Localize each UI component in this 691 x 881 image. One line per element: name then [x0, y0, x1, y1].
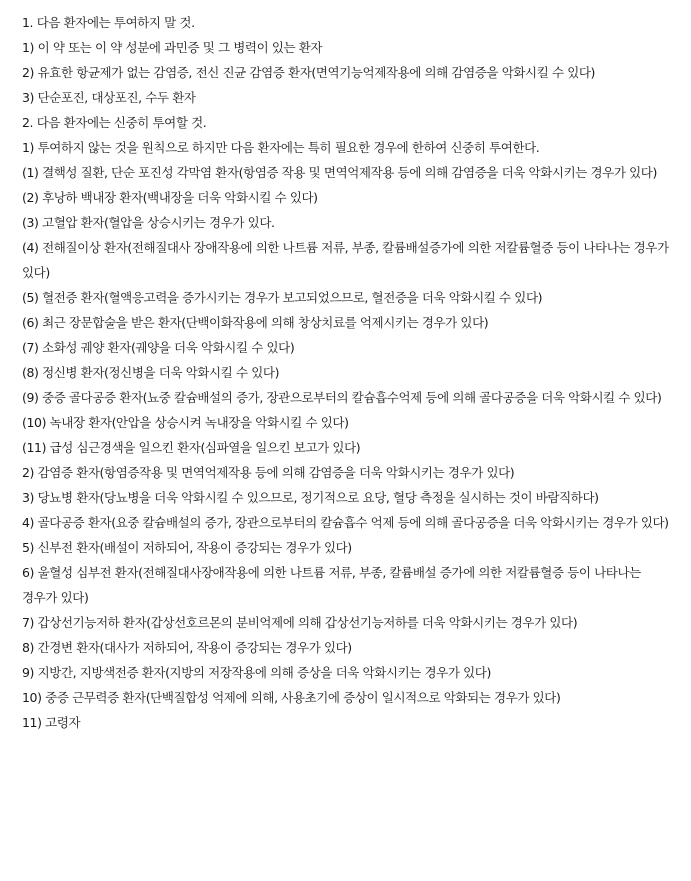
sub-list-item: (3) 고혈압 환자(혈압을 상승시키는 경우가 있다. — [22, 215, 275, 230]
list-item: 6) 울혈성 심부전 환자(전해질대사장애작용에 의한 나트륨 저류, 부종, 칼륨배설 증가에 의한 저칼륨혈증 등이 나타나는 경우가 있다) — [22, 565, 641, 605]
list-item: 3) 당뇨병 환자(당뇨병을 더욱 악화시킬 수 있으므로, 정기적으로 요당, 혈당 측정을 실시하는 것이 바람직하다) — [22, 490, 599, 505]
list-item: 2) 감염증 환자(항염증작용 및 면역억제작용 등에 의해 감염증을 더욱 악화시키는 경우가 있다) — [22, 465, 515, 480]
sub-list-item: (1) 결핵성 질환, 단순 포진성 각막염 환자(항염증 작용 및 면역억제작용 등에 의해 감염증을 더욱 악화시키는 경우가 있다) — [22, 165, 657, 180]
sub-list-item: (6) 최근 장문합술을 받은 환자(단백이화작용에 의해 창상치료를 억제시키는 경우가 있다) — [22, 315, 489, 330]
list-item: 1) 투여하지 않는 것을 원칙으로 하지만 다음 환자에는 특히 필요한 경우에 한하여 신중히 투여한다. — [22, 140, 540, 155]
sub-list-item: (8) 정신병 환자(정신병을 더욱 악화시킬 수 있다) — [22, 365, 280, 380]
sub-list-item: (9) 중증 골다공증 환자(뇨중 칼슘배설의 증가, 장관으로부터의 칼슘흡수억제 등에 의해 골다공증을 더욱 악화시킬 수 있다) — [22, 390, 662, 405]
list-item: 9) 지방간, 지방색전증 환자(지방의 저장작용에 의해 증상을 더욱 악화시키는 경우가 있다) — [22, 665, 491, 680]
list-item: 7) 갑상선기능저하 환자(갑상선호르몬의 분비억제에 의해 갑상선기능저하를 더욱 악화시키는 경우가 있다) — [22, 615, 578, 630]
sub-list-item: (2) 후낭하 백내장 환자(백내장을 더욱 악화시킬 수 있다) — [22, 190, 318, 205]
sub-list-item: (5) 혈전증 환자(혈액응고력을 증가시키는 경우가 보고되었으므로, 혈전증을 더욱 악화시킬 수 있다) — [22, 290, 543, 305]
list-item: 2) 유효한 항균제가 없는 감염증, 전신 진균 감염증 환자(면역기능억제작용에 의해 감염증을 악화시킬 수 있다) — [22, 65, 596, 80]
sub-list-item: (10) 녹내장 환자(안압을 상승시켜 녹내장을 악화시킬 수 있다) — [22, 415, 349, 430]
list-item: 3) 단순포진, 대상포진, 수두 환자 — [22, 90, 196, 105]
list-item: 11) 고령자 — [22, 715, 81, 730]
list-item: 10) 중증 근무력증 환자(단백질합성 억제에 의해, 사용초기에 증상이 일시적으로 악화되는 경우가 있다) — [22, 690, 561, 705]
list-item: 8) 간경변 환자(대사가 저하되어, 작용이 증강되는 경우가 있다) — [22, 640, 352, 655]
list-item: 1) 이 약 또는 이 약 성분에 과민증 및 그 병력이 있는 환자 — [22, 40, 323, 55]
sub-list-item: (7) 소화성 궤양 환자(궤양을 더욱 악화시킬 수 있다) — [22, 340, 295, 355]
list-item: 4) 골다공증 환자(요중 칼슘배설의 증가, 장관으로부터의 칼슘흡수 억제 등에 의해 골다공증을 더욱 악화시키는 경우가 있다) — [22, 515, 669, 530]
section-heading-1: 1. 다음 환자에는 투여하지 말 것. — [22, 15, 195, 30]
list-item: 5) 신부전 환자(배설이 저하되어, 작용이 증강되는 경우가 있다) — [22, 540, 352, 555]
sub-list-item: (4) 전해질이상 환자(전해질대사 장애작용에 의한 나트륨 저류, 부종, 칼륨배설증가에 의한 저칼륨혈증 등이 나타나는 경우가 있다) — [22, 240, 669, 280]
sub-list-item: (11) 급성 심근경색을 일으킨 환자(심파열을 일으킨 보고가 있다) — [22, 440, 361, 455]
section-heading-2: 2. 다음 환자에는 신중히 투여할 것. — [22, 115, 207, 130]
